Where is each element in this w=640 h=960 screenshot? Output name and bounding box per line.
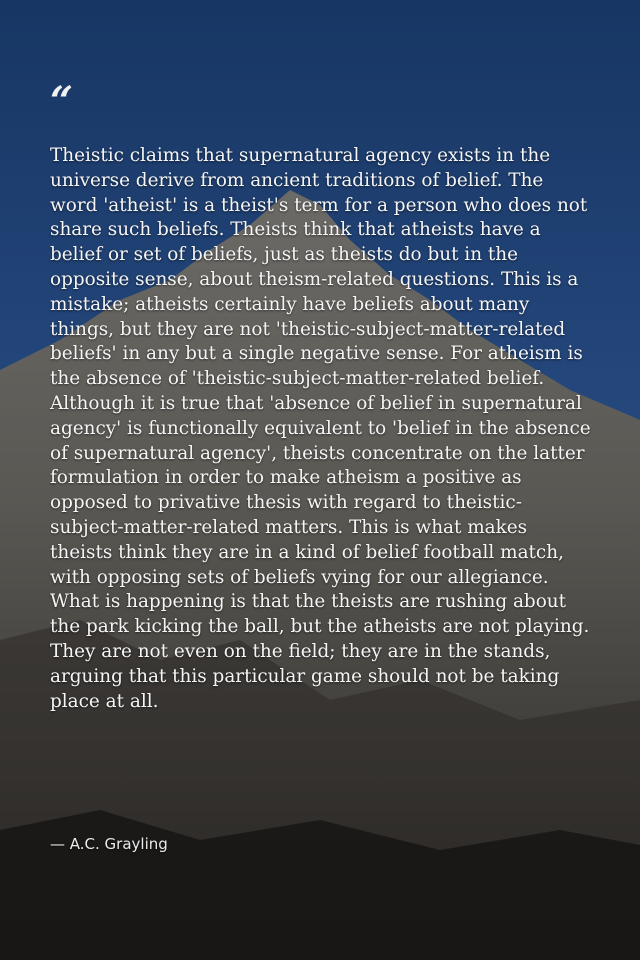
- quote-author: — A.C. Grayling: [50, 835, 168, 853]
- quote-mark-icon: “: [50, 78, 74, 125]
- quote-text: Theistic claims that supernatural agency exists in the universe derive from ancient traditions of belief. The word 'atheist' is a theist's term for a person who does not share such beliefs. Theists think that atheists have a belief or set of beliefs, just as theists do but in the opposite sense, about theism-related questions. This is a mistake; atheists certainly have beliefs about many things, but they are not 'theistic-subject-matter-related beliefs' in any but a single negative sense. For atheism is the absence of 'theistic-subject-matter-related belief. Although it is true that 'absence of belief in supernatural agency' is functionally equivalent to 'belief in the absence of supernatural agency', theists concentrate on the latter formulation in order to make atheism a positive as opposed to privative thesis with regard to theistic-subject-matter-related matters. This is what makes theists think they are in a kind of belief football match, with opposing sets of beliefs vying for our allegiance. What is happening is that the theists are rushing about the park kicking the ball, but the atheists are not playing. They are not even on the field; they are in the stands, arguing that this particular game should not be taking place at all.: [50, 145, 591, 712]
